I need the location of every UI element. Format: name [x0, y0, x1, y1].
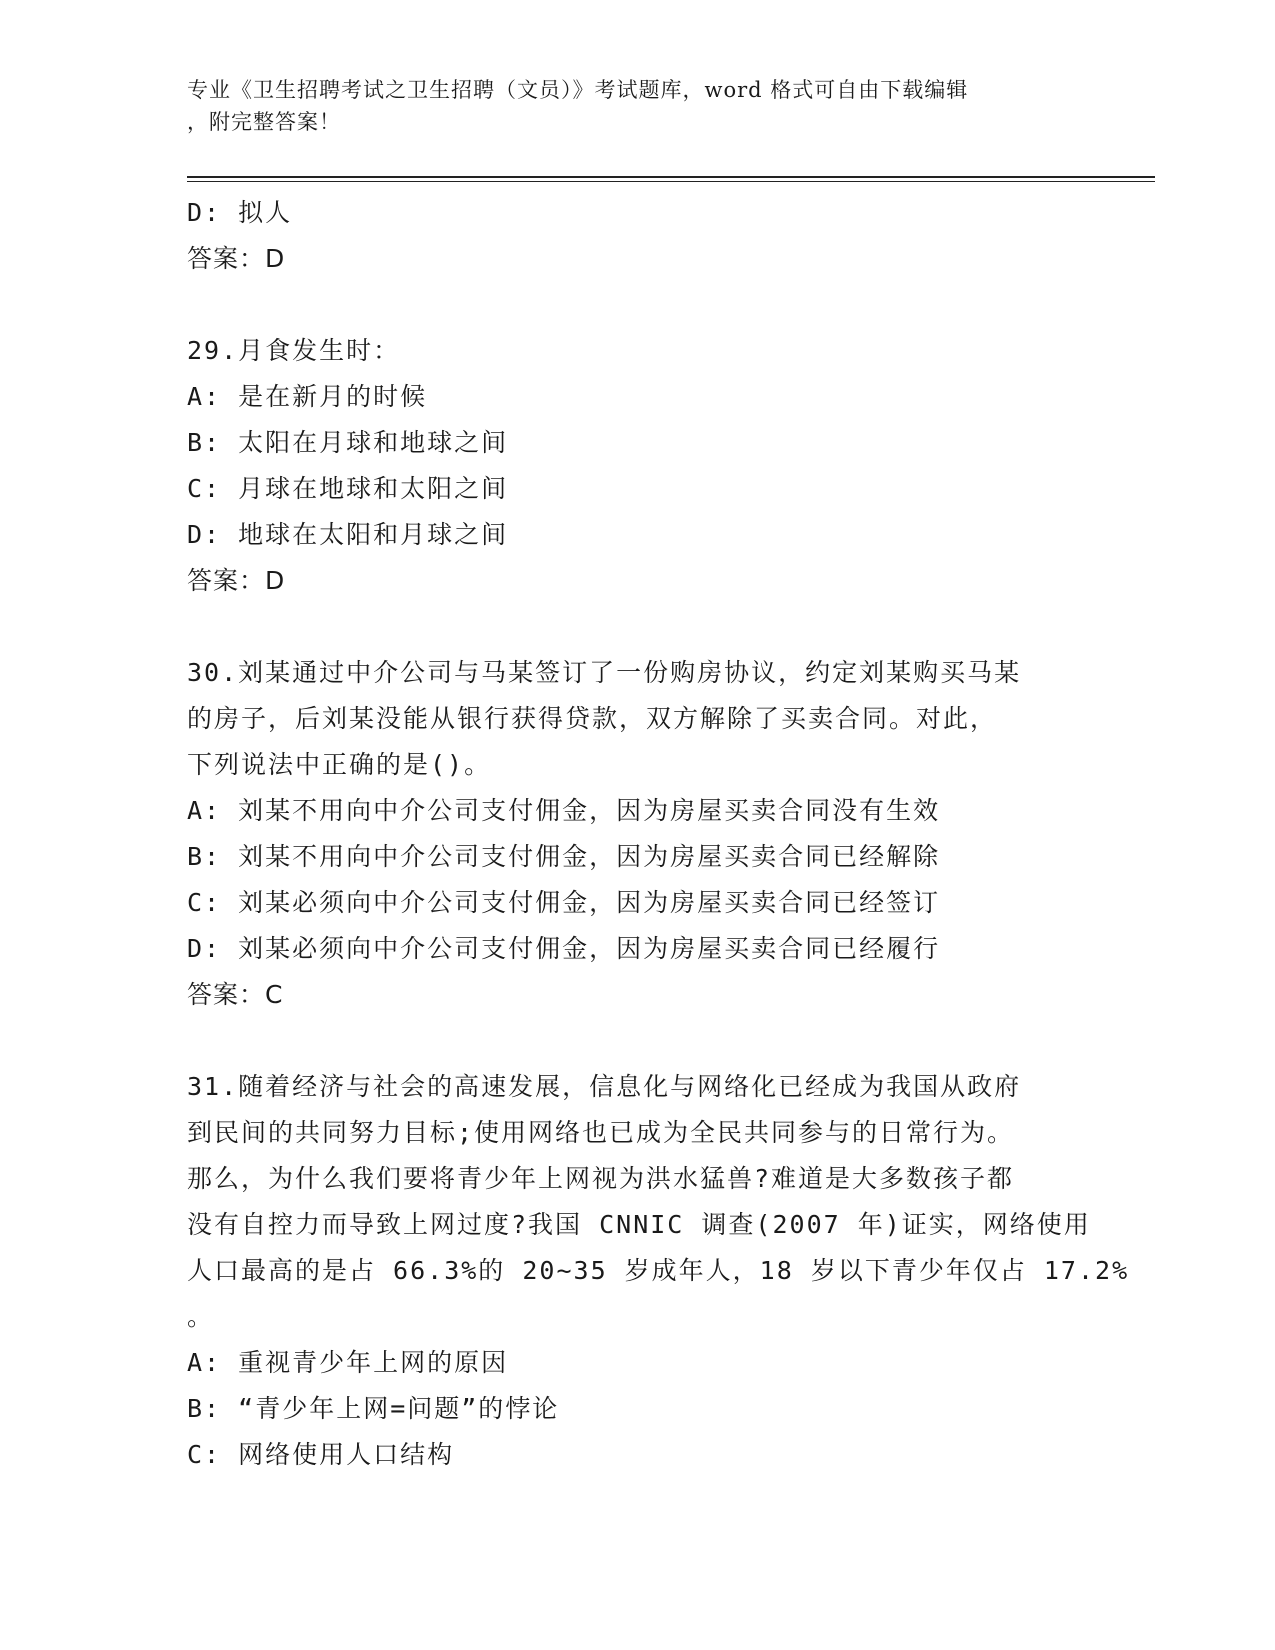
option-c: C: 网络使用人口结构: [187, 1440, 455, 1469]
option-d: D: 地球在太阳和月球之间: [187, 520, 509, 549]
question-29: [187, 328, 1087, 604]
question-stem-line-4: 没有自控力而导致上网过度?我国 CNNIC 调查(2007 年)证实，网络使用: [187, 1210, 1091, 1239]
previous-question-tail: [187, 190, 1087, 282]
header-divider-thin: [187, 181, 1155, 182]
question-stem: 29.月食发生时：: [187, 336, 401, 365]
spacer: [187, 282, 1087, 328]
question-stem-line-3: 那么，为什么我们要将青少年上网视为洪水猛兽?难道是大多数孩子都: [187, 1164, 1015, 1193]
option-a: A: 刘某不用向中介公司支付佣金，因为房屋买卖合同没有生效: [187, 796, 941, 825]
option-b: B: “青少年上网=问题”的悖论: [187, 1394, 560, 1423]
spacer: [187, 1018, 1087, 1064]
header-line-1: 专业《卫生招聘考试之卫生招聘（文员）》考试题库，word 格式可自由下载编辑: [187, 78, 969, 102]
question-31: [187, 1064, 1130, 1478]
question-stem-line-1: 31.随着经济与社会的高速发展，信息化与网络化已经成为我国从政府: [187, 1072, 1022, 1101]
option-a: A: 是在新月的时候: [187, 382, 428, 411]
question-stem-line-2: 到民间的共同努力目标;使用网络也已成为全民共同参与的日常行为。: [187, 1118, 1015, 1147]
document-header: [187, 74, 1067, 138]
option-a: A: 重视青少年上网的原因: [187, 1348, 509, 1377]
option-d: D: 拟人: [187, 198, 293, 227]
header-divider-thick: [187, 176, 1155, 178]
option-d: D: 刘某必须向中介公司支付佣金，因为房屋买卖合同已经履行: [187, 934, 941, 963]
option-b: B: 太阳在月球和地球之间: [187, 428, 509, 457]
answer-line: 答案：D: [187, 566, 286, 595]
question-stem-line-2: 的房子，后刘某没能从银行获得贷款，双方解除了买卖合同。对此，: [187, 704, 998, 733]
question-stem-line-1: 30.刘某通过中介公司与马某签订了一份购房协议，约定刘某购买马某: [187, 658, 1022, 687]
option-c: C: 月球在地球和太阳之间: [187, 474, 509, 503]
question-stem-line-3: 下列说法中正确的是()。: [187, 750, 492, 779]
question-stem-line-6: 。: [187, 1302, 215, 1331]
option-c: C: 刘某必须向中介公司支付佣金，因为房屋买卖合同已经签订: [187, 888, 941, 917]
spacer: [187, 604, 1087, 650]
question-30: [187, 650, 1087, 1018]
option-b: B: 刘某不用向中介公司支付佣金，因为房屋买卖合同已经解除: [187, 842, 941, 871]
question-stem-line-5: 人口最高的是占 66.3%的 20~35 岁成年人，18 岁以下青少年仅占 17.2%: [187, 1256, 1130, 1285]
question-content: [187, 190, 1130, 1478]
answer-line: 答案：D: [187, 244, 286, 273]
header-line-2: ，附完整答案！: [187, 110, 341, 134]
answer-line: 答案：C: [187, 980, 284, 1009]
